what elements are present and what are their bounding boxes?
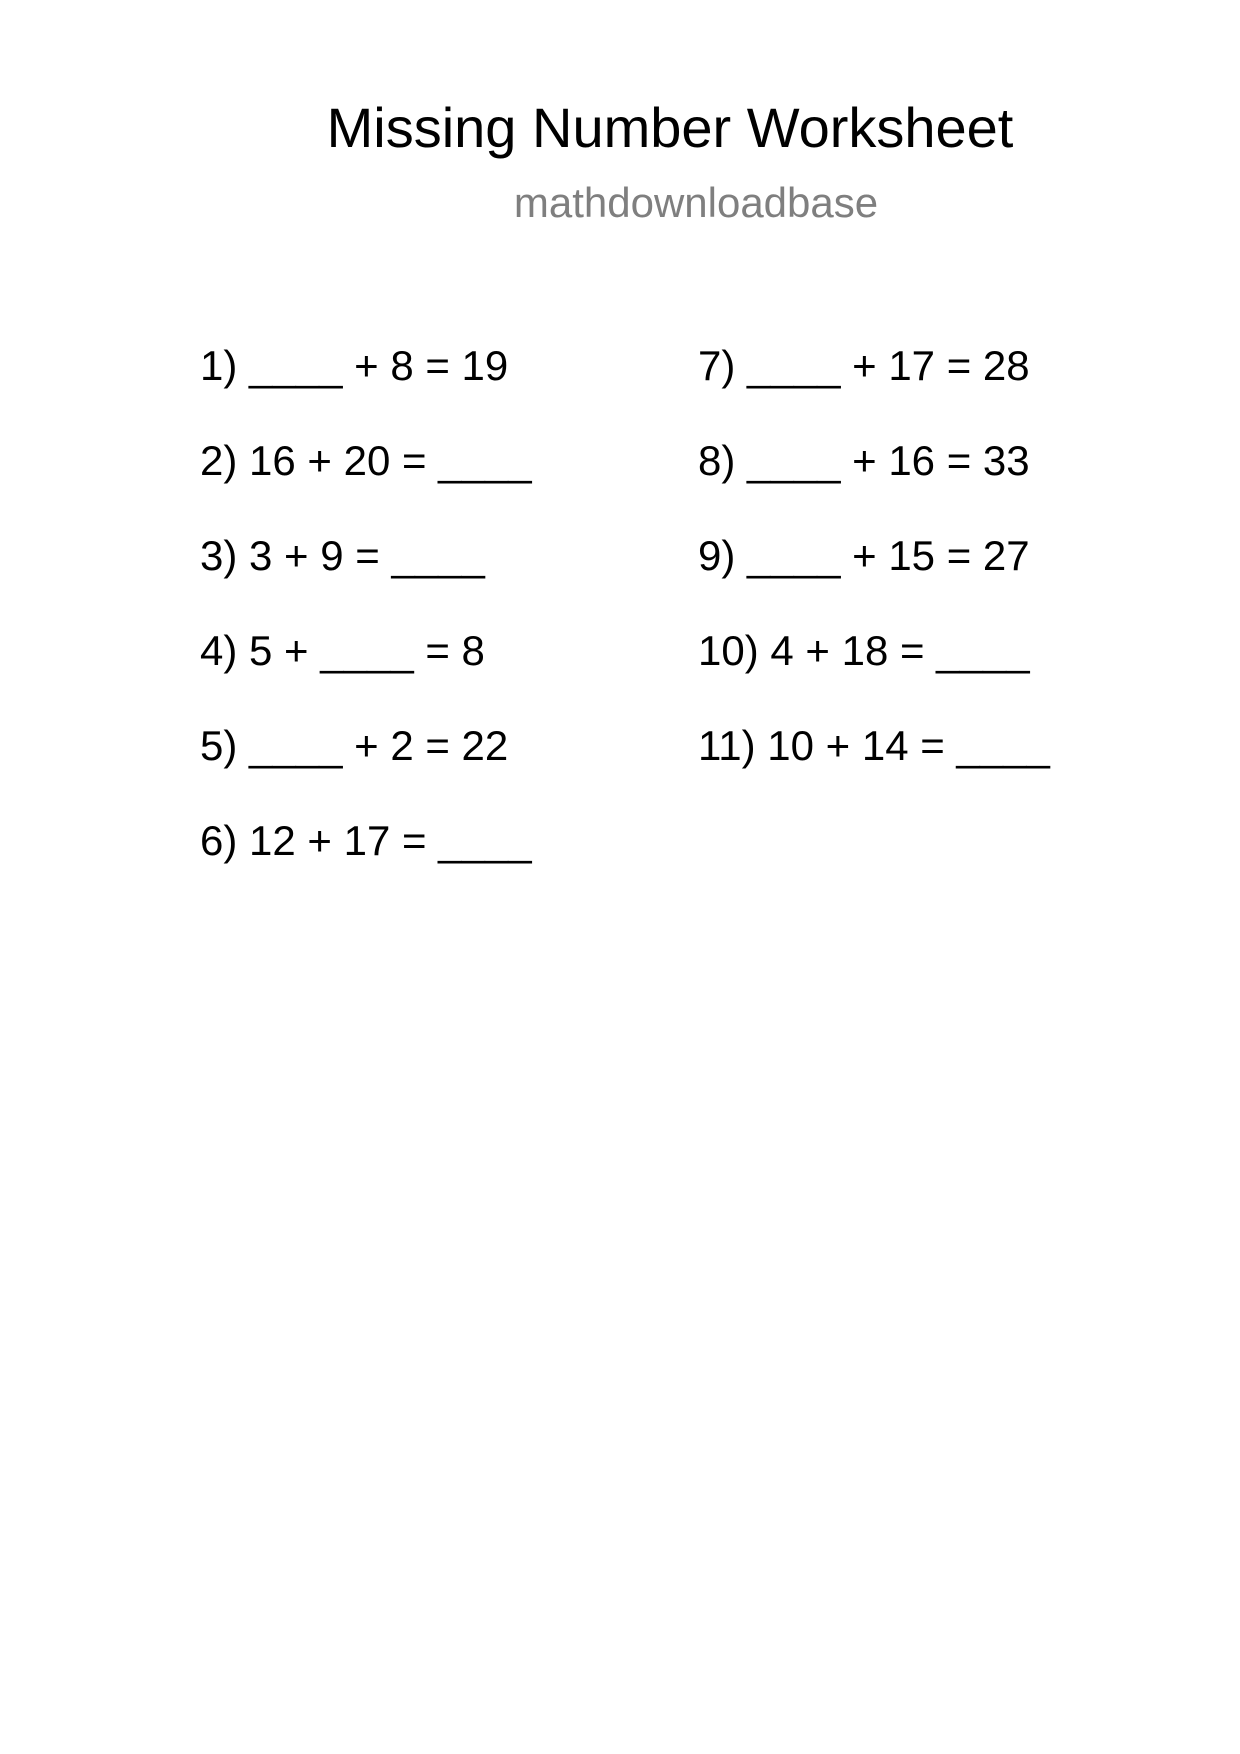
problem-5: 5) ____ + 2 = 22 xyxy=(200,722,509,769)
problems-left-column xyxy=(200,342,532,915)
problem-9: 9) ____ + 15 = 27 xyxy=(698,532,1030,579)
problem-3: 3) 3 + 9 = ____ xyxy=(200,532,485,579)
problem-11: 11) 10 + 14 = ____ xyxy=(698,722,1050,769)
problem-6: 6) 12 + 17 = ____ xyxy=(200,817,532,864)
problem-4: 4) 5 + ____ = 8 xyxy=(200,627,485,674)
worksheet-title: Missing Number Worksheet xyxy=(326,96,1014,159)
problem-7: 7) ____ + 17 = 28 xyxy=(698,342,1030,389)
worksheet-subtitle: mathdownloadbase xyxy=(513,179,879,226)
problem-10: 10) 4 + 18 = ____ xyxy=(698,627,1030,674)
problems-right-column xyxy=(698,342,1050,820)
problem-8: 8) ____ + 16 = 33 xyxy=(698,437,1030,484)
problem-1: 1) ____ + 8 = 19 xyxy=(200,342,509,389)
problem-2: 2) 16 + 20 = ____ xyxy=(200,437,532,484)
